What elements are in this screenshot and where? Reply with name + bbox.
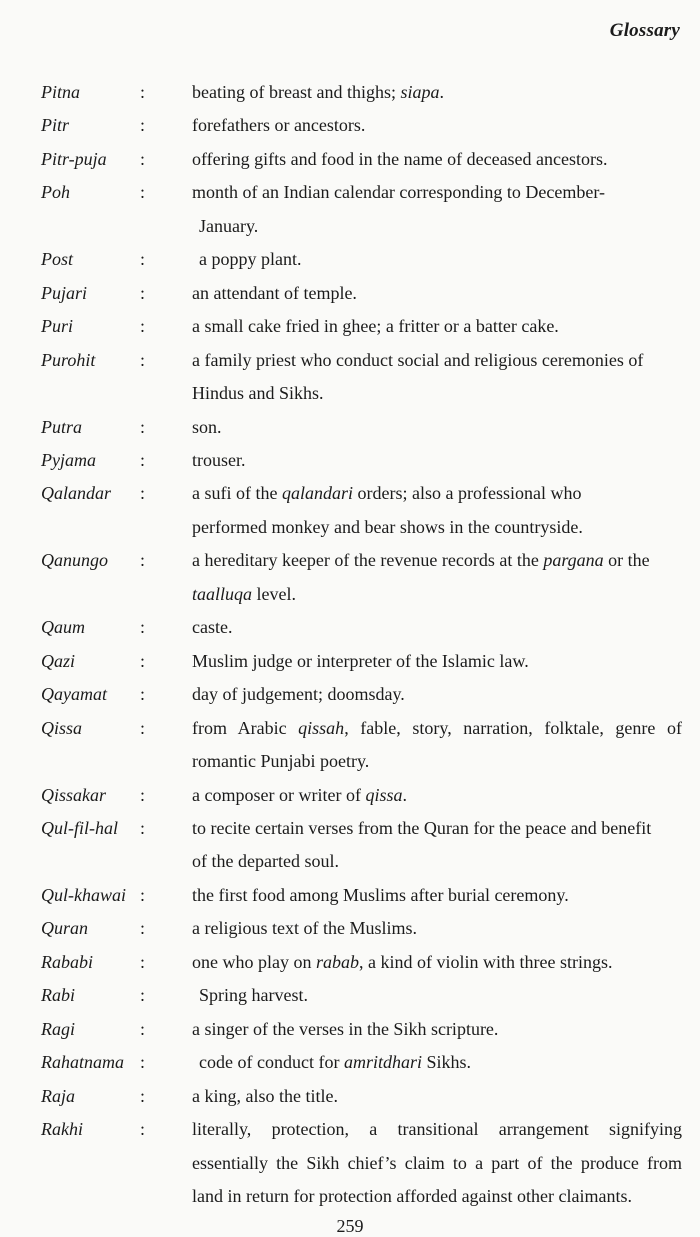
term-label: Qul-fil-hal — [41, 817, 118, 838]
glossary-entry — [41, 712, 682, 779]
term-label: Rahatnama — [41, 1052, 124, 1073]
definition-text — [192, 645, 682, 678]
plain-text: an attendant of temple. — [192, 282, 357, 303]
term-label: Post — [41, 249, 74, 270]
glossary-entry — [41, 109, 682, 142]
definition-line — [192, 611, 682, 644]
definition-line — [192, 1180, 682, 1213]
glossary-entry — [41, 1080, 682, 1113]
plain-text: land in return for protection afforded against other claimants. — [192, 1185, 633, 1206]
plain-text: trouser. — [192, 449, 246, 470]
definition-line — [192, 143, 682, 176]
plain-text: day of judgement; doomsday. — [192, 684, 405, 705]
definition-text — [192, 411, 682, 444]
colon-separator: : — [140, 650, 146, 671]
colon-separator: : — [140, 884, 146, 905]
plain-text: one who play on — [192, 951, 316, 972]
colon-separator: : — [140, 249, 146, 270]
definition-line — [192, 1113, 682, 1146]
italic-text: qissa — [365, 784, 403, 805]
plain-text: performed monkey and bear shows in the countryside. — [192, 516, 583, 537]
definition-text — [192, 1080, 682, 1113]
definition-line — [192, 745, 682, 778]
plain-text: Hindus and Sikhs. — [192, 383, 324, 404]
plain-text: or the — [603, 550, 650, 571]
plain-text: a small cake fried in ghee; a fritter or a batter cake. — [192, 316, 559, 337]
colon-separator: : — [140, 784, 146, 805]
italic-text: amritdhari — [343, 1052, 422, 1073]
definition-line — [192, 812, 682, 845]
plain-text: from Arabic — [192, 717, 299, 738]
definition-text — [192, 310, 682, 343]
definition-text — [192, 444, 682, 477]
definition-text — [192, 912, 682, 945]
plain-text: literally, protection, a transitional arrangement signifying — [192, 1119, 682, 1140]
definition-text — [192, 277, 682, 310]
plain-text: a hereditary keeper of the revenue records at the — [192, 550, 544, 571]
term-label: Qanungo — [41, 550, 108, 571]
italic-text: taalluqa — [192, 583, 253, 604]
colon-separator: : — [140, 1085, 146, 1106]
definition-text — [192, 1013, 682, 1046]
definition-line — [192, 76, 682, 109]
colon-separator: : — [140, 316, 146, 337]
glossary-entry — [41, 76, 682, 109]
glossary-entry — [41, 243, 682, 276]
definition-text — [192, 477, 682, 544]
definition-text — [192, 611, 682, 644]
plain-text: , a kind of violin with three strings. — [359, 951, 613, 972]
term-label: Purohit — [41, 349, 96, 370]
definition-text — [192, 678, 682, 711]
term-label: Qalandar — [41, 483, 112, 504]
definition-line — [192, 344, 682, 377]
definition-text — [192, 979, 682, 1012]
definition-text — [192, 946, 682, 979]
definition-text — [192, 143, 682, 176]
term-label: Rabi — [41, 985, 75, 1006]
definition-text — [192, 76, 682, 109]
definition-text — [192, 243, 682, 276]
definition-line — [192, 1080, 682, 1113]
plain-text: a singer of the verses in the Sikh scripture. — [192, 1018, 499, 1039]
definition-text — [192, 176, 682, 243]
definition-line — [192, 544, 682, 577]
definition-line — [192, 411, 682, 444]
italic-text: siapa — [400, 82, 440, 102]
definition-line — [192, 678, 682, 711]
glossary-entry — [41, 678, 682, 711]
term-label: Putra — [41, 416, 83, 437]
term-label: Qaum — [41, 617, 85, 638]
definition-line — [192, 946, 682, 979]
colon-separator: : — [140, 483, 146, 504]
definition-line — [192, 979, 682, 1012]
term-label: Quran — [41, 918, 89, 939]
colon-separator: : — [140, 918, 146, 939]
colon-separator: : — [140, 1119, 146, 1140]
glossary-entry — [41, 979, 682, 1012]
glossary-entry — [41, 477, 682, 544]
glossary-entry — [41, 444, 682, 477]
colon-separator: : — [140, 1052, 146, 1073]
glossary-entry — [41, 645, 682, 678]
definition-text — [192, 544, 682, 611]
definition-line — [192, 1147, 682, 1180]
plain-text: son. — [192, 416, 222, 437]
glossary-entry — [41, 411, 682, 444]
definition-text — [192, 344, 682, 411]
colon-separator: : — [140, 282, 146, 303]
glossary-entry — [41, 779, 682, 812]
glossary-entry — [41, 277, 682, 310]
definition-line — [192, 377, 682, 410]
definition-line — [192, 845, 682, 878]
term-label: Pujari — [41, 282, 88, 303]
italic-text: rabab — [315, 951, 359, 972]
definition-text — [192, 712, 682, 779]
definition-line — [192, 310, 682, 343]
definition-line — [192, 645, 682, 678]
glossary-entry — [41, 176, 682, 243]
definition-line — [192, 444, 682, 477]
plain-text: romantic Punjabi poetry. — [192, 751, 370, 772]
colon-separator: : — [140, 82, 146, 102]
italic-text: qalandari — [281, 483, 353, 504]
plain-text: the first food among Muslims after burial ceremony. — [192, 884, 569, 905]
colon-separator: : — [140, 684, 146, 705]
glossary-entry — [41, 946, 682, 979]
term-label: Rakhi — [41, 1119, 83, 1140]
plain-text: orders; also a professional who — [353, 483, 582, 504]
colon-separator: : — [140, 416, 146, 437]
definition-line — [192, 176, 682, 209]
colon-separator: : — [140, 1018, 146, 1039]
definition-text — [192, 1046, 682, 1079]
italic-text: pargana — [543, 550, 604, 571]
glossary-entry — [41, 143, 682, 176]
plain-text: of the departed soul. — [192, 851, 339, 872]
term-label: Pitr — [41, 115, 70, 136]
definition-text — [192, 109, 682, 142]
colon-separator: : — [140, 115, 146, 136]
plain-text: month of an Indian calendar corresponding to December- — [192, 182, 605, 203]
colon-separator: : — [140, 951, 146, 972]
glossary-entry — [41, 912, 682, 945]
plain-text: a family priest who conduct social and religious ceremonies of — [192, 349, 644, 370]
definition-text — [192, 1113, 682, 1213]
page-number: 259 — [336, 1216, 364, 1236]
definition-line — [192, 879, 682, 912]
term-label: Qissakar — [41, 784, 107, 805]
plain-text: offering gifts and food in the name of deceased ancestors. — [192, 148, 608, 169]
definition-text — [192, 812, 682, 879]
definition-line — [192, 511, 682, 544]
colon-separator: : — [140, 550, 146, 571]
definition-line — [192, 1046, 682, 1079]
plain-text: January. — [199, 215, 259, 236]
colon-separator: : — [140, 349, 146, 370]
definition-line — [192, 477, 682, 510]
colon-separator: : — [140, 449, 146, 470]
definition-line — [192, 210, 682, 243]
glossary-entry — [41, 812, 682, 879]
page-title: Glossary — [609, 20, 680, 41]
plain-text: , fable, story, narration, folktale, genre of — [344, 717, 683, 738]
definition-line — [192, 912, 682, 945]
definition-line — [192, 712, 682, 745]
plain-text: essentially the Sikh chief’s claim to a part of the produce from — [192, 1152, 682, 1173]
plain-text: . — [439, 82, 444, 102]
definition-line — [192, 1013, 682, 1046]
definition-line — [192, 779, 682, 812]
term-label: Puri — [41, 316, 74, 337]
glossary-entry — [41, 310, 682, 343]
term-label: Poh — [41, 182, 70, 203]
colon-separator: : — [140, 985, 146, 1006]
plain-text: a sufi of the — [192, 483, 282, 504]
glossary-entry — [41, 879, 682, 912]
colon-separator: : — [140, 148, 146, 169]
plain-text: Spring harvest. — [199, 985, 308, 1006]
definition-text — [192, 779, 682, 812]
term-label: Rababi — [41, 951, 93, 972]
plain-text: code of conduct for — [199, 1052, 344, 1073]
definition-text — [192, 879, 682, 912]
definition-line — [192, 277, 682, 310]
term-label: Raja — [41, 1085, 75, 1106]
glossary-entry — [41, 1013, 682, 1046]
term-label: Ragi — [41, 1018, 75, 1039]
plain-text: forefathers or ancestors. — [192, 115, 366, 136]
plain-text: Muslim judge or interpreter of the Islamic law. — [192, 650, 529, 671]
term-label: Pitna — [41, 82, 80, 102]
plain-text: level. — [252, 583, 296, 604]
plain-text: Sikhs. — [421, 1052, 471, 1073]
plain-text: a king, also the title. — [192, 1085, 338, 1106]
definition-line — [192, 578, 682, 611]
colon-separator: : — [140, 717, 146, 738]
glossary-entry — [41, 611, 682, 644]
glossary-entry — [41, 1046, 682, 1079]
definition-line — [192, 243, 682, 276]
colon-separator: : — [140, 617, 146, 638]
plain-text: a composer or writer of — [192, 784, 366, 805]
plain-text: to recite certain verses from the Quran for the peace and benefit — [192, 817, 652, 838]
plain-text: a poppy plant. — [199, 249, 302, 270]
colon-separator: : — [140, 817, 146, 838]
term-label: Pitr-puja — [41, 148, 107, 169]
term-label: Pyjama — [41, 449, 96, 470]
term-label: Qayamat — [41, 684, 107, 705]
definition-line — [192, 109, 682, 142]
italic-text: qissah — [298, 717, 345, 738]
glossary-list — [41, 76, 682, 1213]
plain-text: a religious text of the Muslims. — [192, 918, 417, 939]
glossary-entry — [41, 1113, 682, 1213]
glossary-entry — [41, 544, 682, 611]
term-label: Qissa — [41, 717, 83, 738]
plain-text: . — [402, 784, 407, 805]
colon-separator: : — [140, 182, 146, 203]
plain-text: caste. — [192, 617, 233, 638]
term-label: Qazi — [41, 650, 76, 671]
term-label: Qul-khawai — [41, 884, 126, 905]
plain-text: beating of breast and thighs; — [192, 82, 401, 102]
glossary-entry — [41, 344, 682, 411]
